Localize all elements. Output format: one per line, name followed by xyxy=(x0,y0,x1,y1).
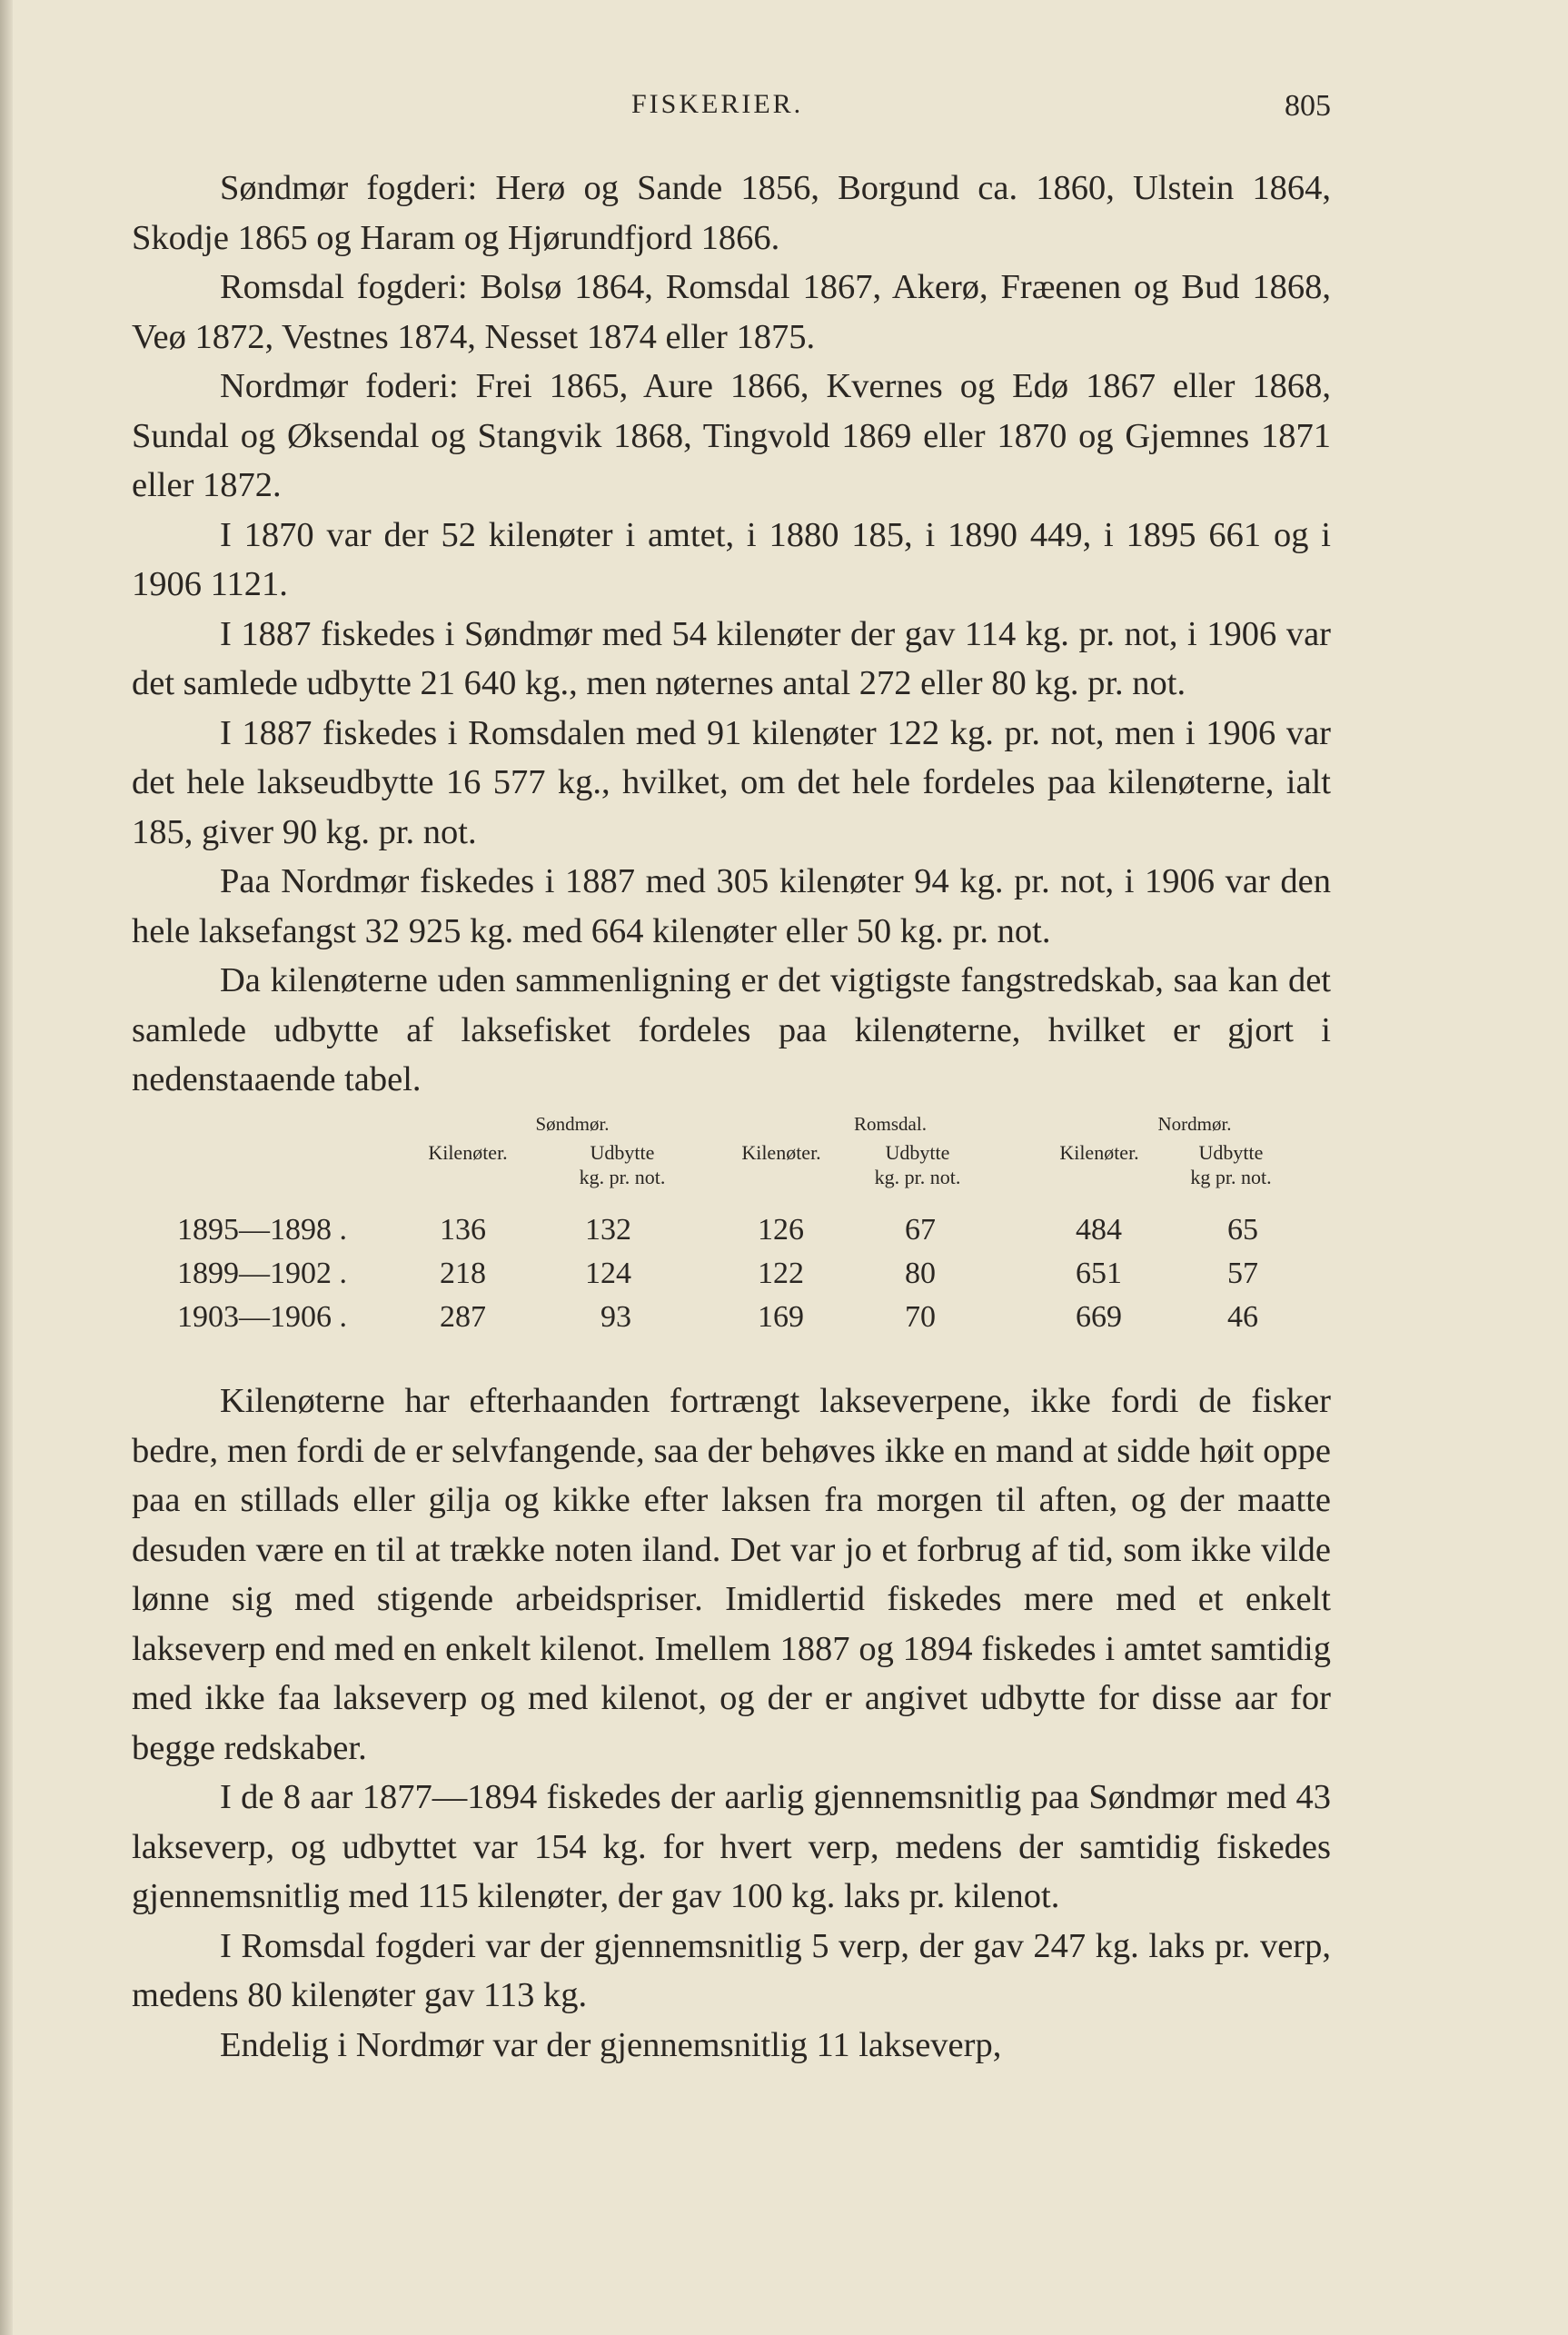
paragraph: Endelig i Nordmør var der gjennemsnitlig 11 lakseverp, xyxy=(220,2025,1002,2064)
group-header-sondmor: Søndmør. xyxy=(535,1113,610,1135)
value-cell: 218 xyxy=(440,1257,486,1290)
value-cell: 65 xyxy=(1227,1213,1258,1247)
col-header-kilenoter: Kilenøter. xyxy=(1059,1141,1139,1164)
value-cell: 57 xyxy=(1227,1257,1258,1290)
paragraph: Paa Nordmør fiskedes i 1887 med 305 kilenøter 94 kg. pr. not, i 1906 var den hele laksefangst 32 925 kg. med 664 kilenøter eller 50 kg. pr. not. xyxy=(132,862,1331,950)
period-cell: 1895—1898 . xyxy=(177,1213,347,1247)
group-header-nordmor: Nordmør. xyxy=(1157,1113,1232,1135)
value-cell: 70 xyxy=(905,1300,936,1334)
value-cell: 122 xyxy=(758,1257,804,1290)
col-header-udbytte-label: Udbytte xyxy=(590,1141,655,1164)
body-text-lower xyxy=(132,1376,1331,2070)
paragraph: Romsdal fogderi: Bolsø 1864, Romsdal 1867, Akerø, Fræenen og Bud 1868, Veø 1872, Vestnes 1874, Nesset 1874 eller 1875. xyxy=(132,268,1331,356)
group-header-romsdal: Romsdal. xyxy=(854,1113,927,1135)
table-row xyxy=(159,1257,1340,1297)
paragraph: I Romsdal fogderi var der gjennemsnitlig 5 verp, der gav 247 kg. laks pr. verp, medens 80 kilenøter gav 113 kg. xyxy=(132,1926,1331,2014)
paragraph: Nordmør foderi: Frei 1865, Aure 1866, Kvernes og Edø 1867 eller 1868, Sundal og Øksendal og Stangvik 1868, Tingvold 1869 eller 1870 og Gjemnes 1871 eller 1872. xyxy=(132,367,1331,504)
value-cell: 126 xyxy=(758,1213,804,1247)
page-number: 805 xyxy=(1285,89,1331,123)
col-header-udbytte xyxy=(559,1140,686,1189)
body-text-upper xyxy=(132,164,1331,1105)
paragraph: Kilenøterne har efterhaanden fortrængt lakseverpene, ikke fordi de fisker bedre, men fordi de er selvfangende, saa der behøves ikke en mand at sidde høit oppe paa en stillads eller gilja og kikke efter laksen fra morgen til aften, og der maatte desuden være en til at trække noten iland. Det var jo et forbrug af tid, som ikke vilde lønne sig med stigende arbeidspriser. Imidlertid fiskedes mere med et enkelt lakseverp end med en enkelt kilenot. Imellem 1887 og 1894 fiskedes i amtet samtidig med ikke faa lakseverp og med kilenot, og der er angivet udbytte for disse aar for begge redskaber. xyxy=(132,1382,1331,1767)
value-cell: 484 xyxy=(1076,1213,1122,1247)
value-cell: 46 xyxy=(1227,1300,1258,1334)
value-cell: 651 xyxy=(1076,1257,1122,1290)
table-row xyxy=(159,1300,1340,1341)
period-cell: 1899—1902 . xyxy=(177,1257,347,1290)
running-head: FISKERIER. xyxy=(631,89,804,119)
paragraph: Da kilenøterne uden sammenligning er det vigtigste fangstredskab, saa kan det samlede udbytte af laksefisket fordeles paa kilenøterne, hvilket er gjort i nedenstaaende tabel. xyxy=(132,961,1331,1098)
col-header-udbytte xyxy=(1167,1140,1295,1189)
col-header-udbytte xyxy=(854,1140,981,1189)
page-header xyxy=(159,89,1331,129)
value-cell: 136 xyxy=(440,1213,486,1247)
period-cell: 1903—1906 . xyxy=(177,1300,347,1334)
col-header-udbytte-unit: kg pr. not. xyxy=(1190,1166,1272,1188)
col-header-udbytte-unit: kg. pr. not. xyxy=(579,1166,666,1188)
paragraph: I de 8 aar 1877—1894 fiskedes der aarlig gjennemsnitlig paa Søndmør med 43 lakseverp, og udbyttet var 154 kg. for hvert verp, medens der samtidig fiskedes gjennemsnitlig med 115 kilenøter, der gav 100 kg. laks pr. kilenot. xyxy=(132,1778,1331,1915)
fishing-yield-table xyxy=(159,1113,1340,1340)
value-cell: 80 xyxy=(905,1257,936,1290)
value-cell: 124 xyxy=(585,1257,631,1290)
col-header-kilenoter: Kilenøter. xyxy=(428,1141,508,1164)
value-cell: 67 xyxy=(905,1213,936,1247)
col-header-udbytte-label: Udbytte xyxy=(1198,1141,1264,1164)
table-row xyxy=(159,1213,1340,1254)
col-header-udbytte-label: Udbytte xyxy=(885,1141,950,1164)
paragraph: I 1887 fiskedes i Søndmør med 54 kilenøter der gav 114 kg. pr. not, i 1906 var det samlede udbytte 21 640 kg., men nøternes antal 272 eller 80 kg. pr. not. xyxy=(132,614,1331,702)
paragraph: I 1870 var der 52 kilenøter i amtet, i 1880 185, i 1890 449, i 1895 661 og i 1906 1121. xyxy=(132,515,1331,603)
page-edge-shadow xyxy=(0,0,13,2335)
col-header-kilenoter: Kilenøter. xyxy=(741,1141,821,1164)
value-cell: 669 xyxy=(1076,1300,1122,1334)
value-cell: 93 xyxy=(600,1300,631,1334)
paragraph: Søndmør fogderi: Herø og Sande 1856, Borgund ca. 1860, Ulstein 1864, Skodje 1865 og Haram og Hjørundfjord 1866. xyxy=(132,169,1331,257)
value-cell: 287 xyxy=(440,1300,486,1334)
value-cell: 132 xyxy=(585,1213,631,1247)
value-cell: 169 xyxy=(758,1300,804,1334)
col-header-udbytte-unit: kg. pr. not. xyxy=(874,1166,961,1188)
paragraph: I 1887 fiskedes i Romsdalen med 91 kilenøter 122 kg. pr. not, men i 1906 var det hele lakseudbytte 16 577 kg., hvilket, om det hele fordeles paa kilenøterne, ialt 185, giver 90 kg. pr. not. xyxy=(132,713,1331,851)
